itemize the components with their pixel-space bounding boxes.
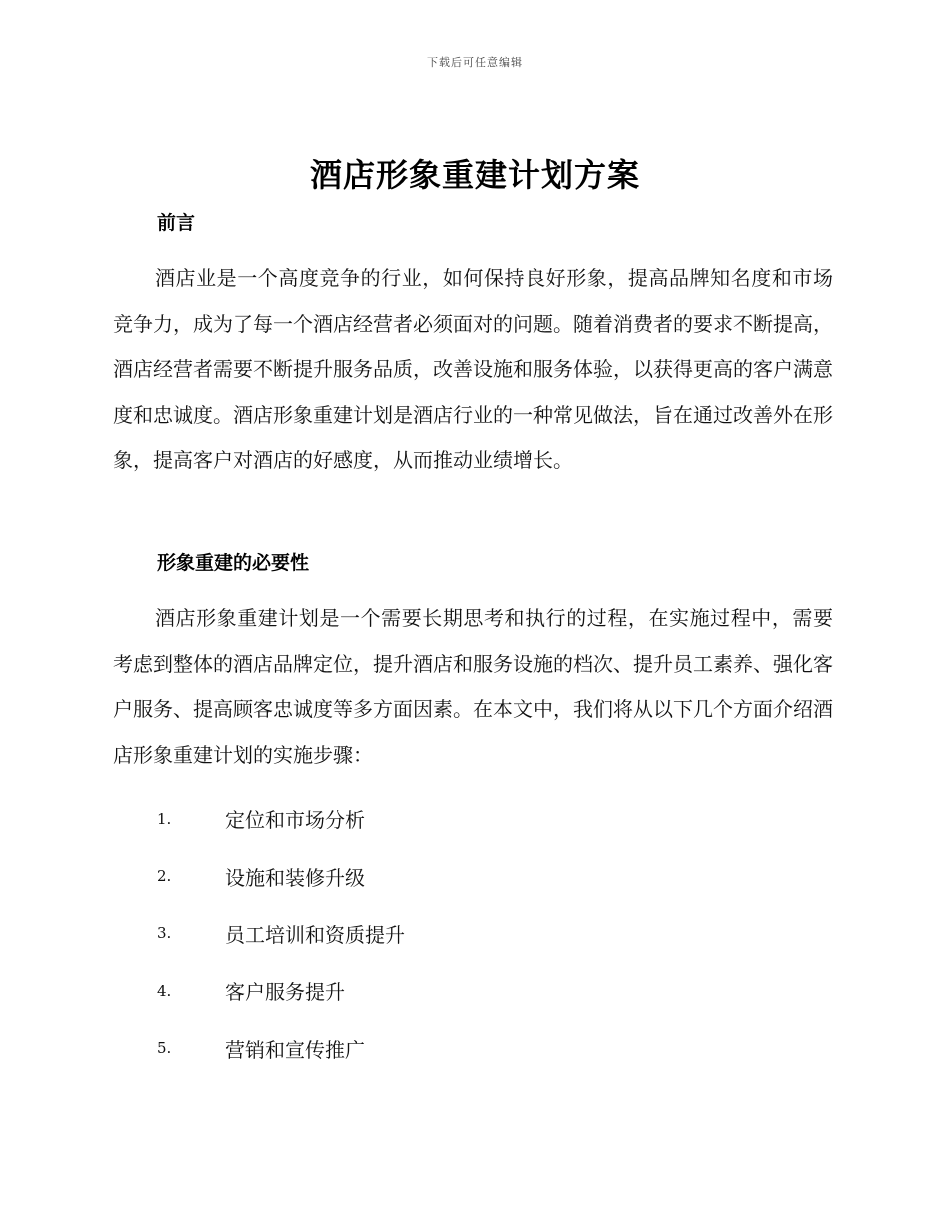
step-label: 客户服务提升	[225, 980, 345, 1005]
step-number: 4.	[157, 981, 172, 1000]
list-item	[157, 790, 757, 847]
section-heading-preface: 前言	[157, 212, 196, 234]
document-title: 酒店形象重建计划方案	[309, 156, 640, 194]
list-item	[157, 962, 757, 1019]
step-number: 1.	[157, 809, 172, 828]
preface-paragraph: 酒店业是一个高度竞争的行业，如何保持良好形象，提高品牌知名度和市场竞争力，成为了每一个酒店经营者必须面对的问题。随着消费者的要求不断提高，酒店经营者需要不断提升服务品质，改善设施和服务体验，以获得更高的客户满意度和忠诚度。酒店形象重建计划是酒店行业的一种常见做法，旨在通过改善外在形象，提高客户对酒店的好感度，从而推动业绩增长。	[113, 266, 833, 472]
step-number: 3.	[157, 924, 172, 943]
step-number: 5.	[157, 1039, 172, 1058]
necessity-paragraph: 酒店形象重建计划是一个需要长期思考和执行的过程，在实施过程中，需要考虑到整体的酒店品牌定位，提升酒店和服务设施的档次、提升员工素养、强化客户服务、提高顾客忠诚度等多方面因素。在本文中，我们将从以下几个方面介绍酒店形象重建计划的实施步骤：	[113, 606, 833, 767]
step-label: 员工培训和资质提升	[225, 922, 405, 947]
step-label: 营销和宣传推广	[225, 1037, 365, 1062]
list-item	[157, 847, 757, 904]
list-item	[157, 905, 757, 962]
step-label: 定位和市场分析	[225, 808, 365, 833]
section-heading-necessity: 形象重建的必要性	[157, 552, 310, 574]
list-item	[157, 1020, 757, 1077]
step-number: 2.	[157, 867, 172, 886]
steps-list	[157, 790, 757, 1077]
header-note: 下载后可任意编辑	[427, 56, 523, 69]
step-label: 设施和装修升级	[225, 865, 365, 890]
